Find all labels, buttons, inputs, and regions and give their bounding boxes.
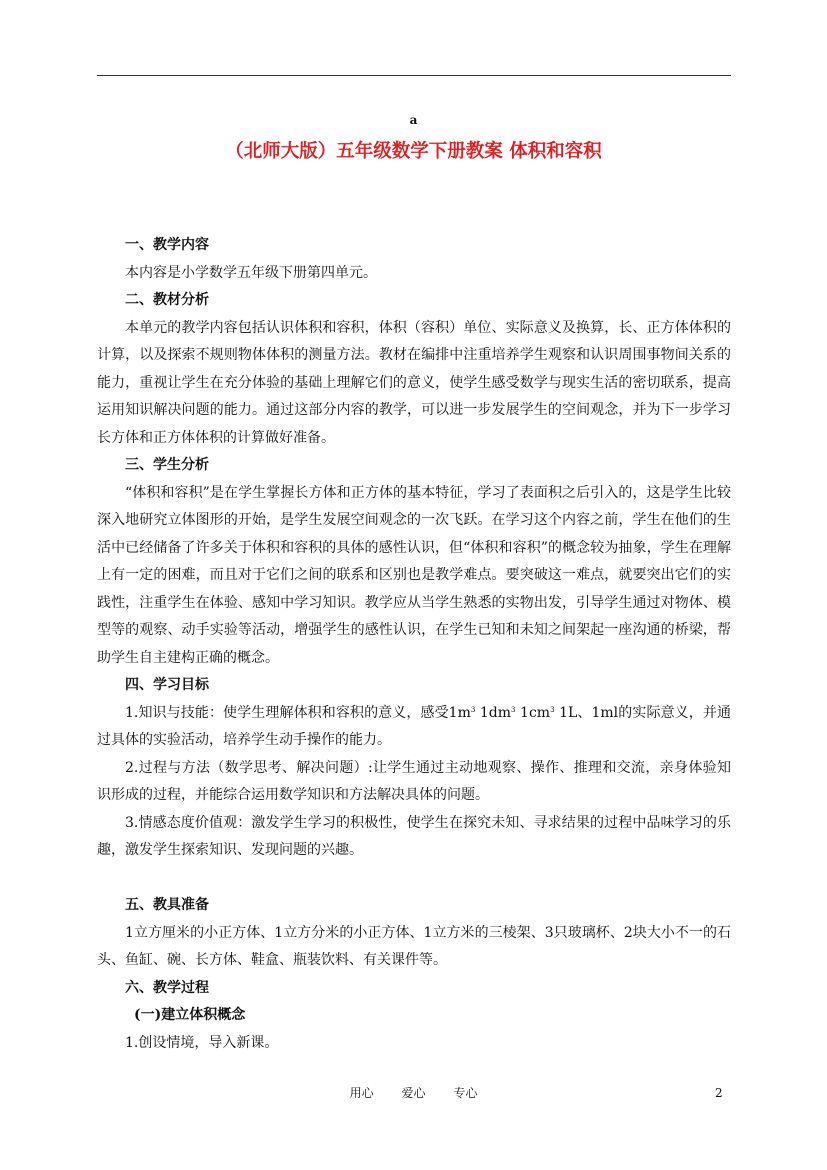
- paragraph: [97, 700, 731, 755]
- text-run: 1dm: [475, 704, 512, 721]
- text-run: 1cm: [515, 704, 551, 721]
- spacer: [97, 865, 731, 893]
- paragraph: “体积和容积”是在学生掌握长方体和正方体的基本特征，学习了表面积之后引入的，这是学生比较深入地研究立体图形的开始，是学生发展空间观念的一次飞跃。在学习这个内容之前，学生在他们的生活中已经储备了许多关于体积和容积的具体的感性认识，但“体积和容积”的概念较为抽象，学生在理解上有一定的困难，而且对于它们之间的联系和区别也是教学难点。要突破这一难点，就要突出它们的实践性，注重学生在体验、感知中学习知识。教学应从当学生熟悉的实物出发，引导学生通过对物体、模型等的观察、动手实验等活动，增强学生的感性认识，在学生已知和未知之间架起一座沟通的桥梁，帮助学生自主建构正确的概念。: [97, 484, 731, 666]
- header-rule: [97, 75, 731, 76]
- paragraph: 本单元的教学内容包括认识体积和容积，体积（容积）单位、实际意义及换算，长、正方体体积的计算，以及探索不规则物体体积的测量方法。教材在编排中注重培养学生观察和认识周围事物间关系的能力，重视让学生在充分体验的基础上理解它们的意义，使学生感受数学与现实生活的密切联系，提高运用知识解决问题的能力。通过这部分内容的教学，可以进一步发展学生的空间观念，并为下一步学习长方体和正方体体积的计算做好准备。: [97, 319, 731, 446]
- footer-text: 用心: [349, 1086, 374, 1100]
- section-heading: 三、学生分析: [125, 457, 209, 473]
- section-heading: 六、教学过程: [125, 979, 209, 996]
- document-body: [97, 232, 731, 1057]
- section-heading: 五、教具准备: [125, 897, 209, 913]
- subsection-heading: (一)建立体积概念: [134, 1007, 246, 1023]
- text-run: 1L、1ml的实际意义，并通过具体的实验活动，培养学生动手操作的能力。: [97, 704, 731, 748]
- paragraph: 1.创设情境，导入新课。: [125, 1034, 279, 1051]
- section-heading: 一、教学内容: [125, 237, 209, 253]
- section-heading: 二、教材分析: [125, 292, 209, 308]
- footer-text: 爱心: [401, 1086, 426, 1100]
- page-number: 2: [715, 1086, 723, 1100]
- page-footer: [0, 1085, 827, 1101]
- superscript: 3: [550, 705, 555, 714]
- document-title: （北师大版）五年级数学下册教案 体积和容积: [225, 141, 602, 162]
- superscript: 3: [470, 705, 476, 714]
- paragraph: 1立方厘米的小正方体、1立方分米的小正方体、1立方米的三棱架、3只玻璃杯、2块大小不一的石头、鱼缸、碗、长方体、鞋盒、瓶装饮料、有关课件等。: [97, 924, 731, 968]
- text-run: 1.知识与技能：使学生理解体积和容积的意义，感受1m: [125, 704, 471, 721]
- superscript: 3: [511, 705, 516, 714]
- paragraph: 本内容是小学数学五年级下册第四单元。: [125, 264, 377, 281]
- footer-text: 专心: [453, 1086, 478, 1100]
- paragraph: 2.过程与方法（数学思考、解决问题）:让学生通过主动地观察、操作、推理和交流，亲身体验知识形成的过程，并能综合运用数学知识和方法解决具体的问题。: [97, 759, 731, 803]
- section-heading: 四、学习目标: [125, 677, 209, 693]
- header-mark: a: [409, 113, 418, 127]
- paragraph: 3.情感态度价值观：激发学生学习的积极性，使学生在探究未知、寻求结果的过程中品味学习的乐趣，激发学生探索知识、发现问题的兴趣。: [97, 814, 731, 858]
